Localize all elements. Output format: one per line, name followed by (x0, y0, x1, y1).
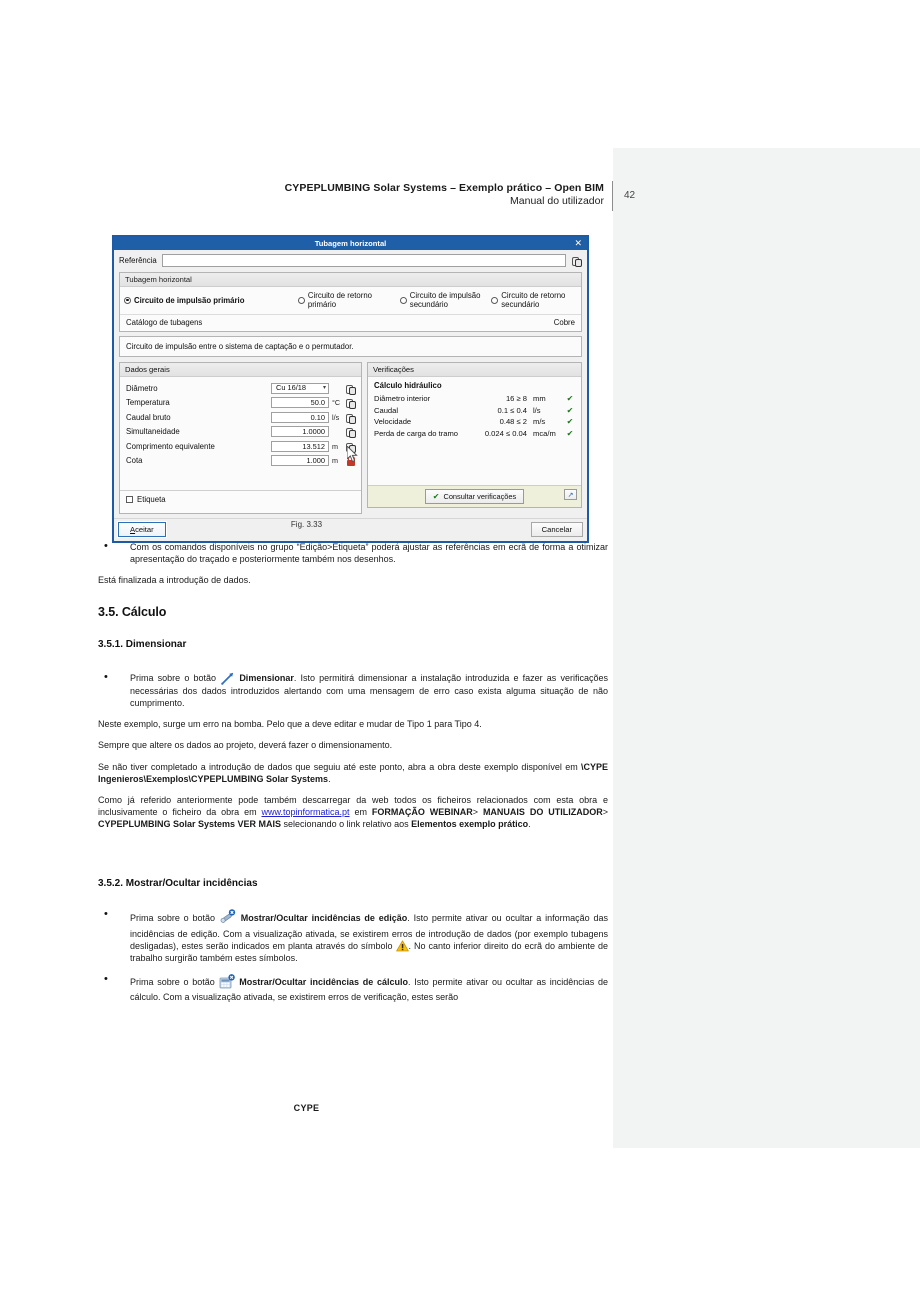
para-altere-dados: Sempre que altere os dados ao projeto, deverá fazer o dimensionamento. (98, 740, 393, 751)
web-text-2: em (349, 807, 372, 818)
check-icon: ✔ (566, 405, 574, 415)
mnemonic: A (130, 525, 136, 534)
web-bold-4: Elementos exemplo prático (411, 819, 529, 830)
field-label: Caudal bruto (126, 412, 171, 422)
check-icon: ✔ (432, 492, 440, 501)
verificacoes-title: Verificações (368, 363, 581, 377)
panel-spacer (126, 468, 356, 486)
dimensionar-arrow-icon (220, 672, 235, 685)
reference-row (119, 254, 582, 267)
catalog-value: Cobre (553, 318, 575, 327)
cancelar-button[interactable]: Cancelar (531, 522, 583, 537)
web-bold-2: MANUAIS DO UTILIZADOR (482, 807, 603, 818)
field-unit: °C (332, 398, 341, 408)
web-bold-1: FORMAÇÃO WEBINAR (371, 807, 473, 818)
bullet-text: • Com os comandos disponíveis no grupo “Edição>Etiqueta” poderá ajustar as referências em ecrã de forma a otimizar apresentação do traçado e posteriormente também nos desenhos. (130, 542, 608, 565)
dialog-columns (119, 362, 582, 514)
field-label: Diâmetro (126, 383, 158, 393)
field-simultaneidade (126, 425, 356, 440)
field-diametro (126, 381, 356, 396)
footer-brand: CYPE (293, 1103, 320, 1113)
verificacoes-list (368, 377, 581, 485)
field-unit: m (332, 441, 338, 451)
dados-gerais-fields (120, 377, 361, 490)
calc-bold-text: Mostrar/Ocultar incidências de cálculo (239, 976, 409, 987)
link-icon[interactable] (345, 383, 356, 394)
catalog-row[interactable] (120, 314, 581, 331)
verification-value: 16 ≥ 8 (505, 394, 527, 404)
reference-label: Referência (119, 256, 157, 265)
consultar-verificacoes-button[interactable] (425, 489, 524, 504)
verification-name: Diâmetro interior (374, 394, 431, 404)
spacer (98, 650, 608, 672)
web-text-4: > (602, 807, 608, 818)
obra-path: \CYPE Ingenieros\Exemplos\CYPEPLUMBING Solar Systems (98, 761, 608, 784)
bullet-text (130, 672, 608, 710)
dialog-title: Tubagem horizontal (314, 239, 387, 248)
tubagem-horizontal-dialog (112, 235, 589, 543)
page-number: 42 (624, 190, 636, 201)
verification-value: 0.48 ≤ 2 (499, 417, 527, 427)
temperatura-input[interactable]: 50.0 (271, 397, 329, 408)
document-header (0, 182, 613, 208)
verification-name: Caudal (374, 405, 399, 415)
link-icon[interactable] (345, 412, 356, 423)
link-icon[interactable] (571, 255, 582, 266)
field-cota (126, 454, 356, 469)
web-text-5: selecionando o link relativo aos (281, 819, 412, 830)
dados-gerais-panel (119, 362, 362, 514)
verification-unit: mm (533, 394, 546, 404)
dialog-body (114, 250, 587, 518)
header-subtitle: Manual do utilizador (510, 195, 604, 207)
radio-label: Circuito de retorno secundário (501, 291, 566, 309)
verification-row (374, 393, 575, 405)
bullet-incidencias-edicao (98, 909, 608, 965)
mostrar-ocultar-incidencias-calculo-icon (219, 974, 236, 989)
verification-row (374, 416, 575, 428)
button-label: Consultar verificações (443, 492, 517, 501)
edit-post-text-2: . No canto inferior direito do ecrã do ambiente de trabalho surgirão também estes símbolos. (130, 940, 608, 964)
caudal-bruto-input[interactable]: 0.10 (271, 412, 329, 423)
dim-bold-text: Dimensionar (239, 672, 294, 683)
verification-row (374, 405, 575, 417)
para-abrir-obra (98, 761, 608, 785)
etiqueta-label: Etiqueta (137, 495, 166, 504)
groupbox-title: Tubagem horizontal (120, 273, 581, 287)
web-bold-3: CYPEPLUMBING Solar Systems VER MAIS (98, 819, 282, 830)
tubagem-groupbox (119, 272, 582, 332)
dim-pre-text: Prima sobre o botão (130, 672, 216, 683)
spacer (98, 889, 608, 909)
section-heading-352: 3.5.2. Mostrar/Ocultar incidências (98, 877, 258, 889)
section-heading-351: 3.5.1. Dimensionar (98, 638, 187, 650)
verificacoes-column (367, 362, 582, 514)
comprimento-equivalente-input[interactable]: 13.512 (271, 441, 329, 452)
dialog-titlebar (114, 237, 587, 250)
radio-circuito-retorno-secundario[interactable] (491, 291, 577, 309)
bullet-dimensionar (98, 672, 608, 710)
circuit-description: Circuito de impulsão entre o sistema de captação e o permutador. (119, 336, 582, 357)
spacer (98, 840, 608, 858)
reference-input[interactable] (162, 254, 566, 267)
radio-circuito-retorno-primario[interactable] (298, 291, 400, 309)
edit-post-text-1: . Isto permite ativar ou ocultar a informação das incidências de edição. Com a visualização ativada, se existirem erros de introdução de dados (por exemplo tubagens desligadas), estes serão indicados em planta através do símbolo (130, 912, 608, 951)
section-heading-35: 3.5. Cálculo (98, 604, 167, 619)
radio-label: Circuito de impulsão primário (134, 295, 245, 305)
radio-circuito-impulsao-primario[interactable] (124, 296, 298, 305)
web-text-6: . (528, 819, 531, 830)
verification-unit: mca/m (533, 428, 556, 438)
verificacoes-panel (367, 362, 582, 508)
field-temperatura (126, 396, 356, 411)
calc-post-text: . Isto permite ativar ou ocultar as incidências de cálculo. Com a visualização ativada, se existirem erros de verificação, estes serão (130, 976, 608, 1002)
header-title: CYPEPLUMBING Solar Systems – Exemplo prático – Open BIM (284, 182, 604, 194)
dim-post-text: . Isto permitirá dimensionar a instalação introduzida e fazer as verificações necessárias dos dados introduzidos alertando com uma mensagem de erro caso exista alguma situação de não cumprimento. (130, 672, 608, 708)
close-icon[interactable]: ✕ (574, 238, 582, 248)
field-unit: m (332, 456, 338, 466)
radio-circuito-impulsao-secundario[interactable] (400, 291, 491, 309)
field-label: Temperatura (126, 398, 170, 408)
web-text-1: Como já referido anteriormente pode também descarregar da web todos os ficheiros relacionados com esta obra e inclusivamente o ficheiro da obra em (98, 794, 608, 818)
diametro-select[interactable] (271, 383, 329, 394)
bullet-text (130, 974, 608, 1003)
calc-pre-text: Prima sobre o botão (130, 976, 215, 987)
calculo-hidraulico-heading: Cálculo hidráulico (374, 381, 442, 390)
edit-pre-text: Prima sobre o botão (130, 912, 216, 923)
field-caudal-bruto (126, 410, 356, 425)
dados-gerais-title: Dados gerais (120, 363, 361, 377)
web-text-3: > (472, 807, 483, 818)
field-comprimento-equivalente (126, 439, 356, 454)
para-erro-bomba: Neste exemplo, surge um erro na bomba. Pelo que a deve editar e mudar de Tipo 1 para Tipo 4. (98, 719, 482, 730)
verification-value: 0.1 ≤ 0.4 (497, 405, 527, 415)
verification-value: 0.024 ≤ 0.04 (484, 428, 527, 438)
verification-name: Perda de carga do tramo (374, 428, 459, 438)
check-icon: ✔ (566, 428, 574, 438)
edit-pencil-icon[interactable]: ↗ (564, 489, 577, 500)
document-content (98, 541, 608, 1012)
circuit-radio-group (120, 287, 581, 314)
verification-row (374, 428, 575, 440)
dados-gerais-column (119, 362, 362, 514)
radio-label: Circuito de impulsão secundário (409, 291, 481, 309)
bullet-text (130, 909, 608, 965)
edit-bold-text: Mostrar/Ocultar incidências de edição (240, 912, 408, 923)
para-web-download (98, 794, 608, 831)
radio-indicator (298, 297, 305, 304)
cota-input[interactable]: 1.000 (271, 455, 329, 466)
radio-indicator (491, 297, 498, 304)
catalog-label: Catálogo de tubagens (126, 318, 203, 327)
bullet-incidencias-calculo (98, 974, 608, 1003)
mostrar-ocultar-incidencias-edicao-icon (219, 909, 237, 925)
verificacoes-footer (368, 485, 581, 507)
bullet-edicao-etiqueta (98, 541, 608, 565)
warning-triangle-icon (396, 940, 409, 952)
check-icon: ✔ (566, 417, 574, 427)
etiqueta-checkbox-row[interactable] (120, 490, 361, 513)
right-gray-panel (613, 148, 920, 1148)
verification-unit: m/s (533, 417, 546, 427)
field-label: Comprimento equivalente (126, 441, 215, 451)
field-value: Cu 16/18 (276, 383, 306, 393)
figure-caption: Fig. 3.33 (290, 520, 323, 529)
checkbox-indicator (126, 496, 133, 503)
field-label: Cota (126, 456, 143, 466)
obra-post-text: . (328, 773, 331, 784)
check-icon: ✔ (566, 394, 574, 404)
radio-indicator (400, 297, 407, 304)
verification-name: Velocidade (374, 417, 412, 427)
simultaneidade-input[interactable]: 1.0000 (271, 426, 329, 437)
field-unit: l/s (332, 412, 340, 422)
field-label: Simultaneidade (126, 427, 180, 437)
radio-indicator (124, 297, 131, 304)
chevron-down-icon: ▾ (322, 385, 326, 392)
link-icon[interactable] (345, 397, 356, 408)
topinformatica-link[interactable]: www.topinformatica.pt (261, 807, 350, 818)
link-icon[interactable] (345, 426, 356, 437)
aceitar-rest: ceitar (135, 525, 154, 534)
para-finalizada: Está finalizada a introdução de dados. (98, 575, 251, 586)
radio-label: Circuito de retorno primário (307, 291, 373, 309)
verification-unit: l/s (533, 405, 541, 415)
obra-pre-text: Se não tiver completado a introdução de dados que seguiu até este ponto, abra a obra deste exemplo disponível em (98, 761, 581, 772)
